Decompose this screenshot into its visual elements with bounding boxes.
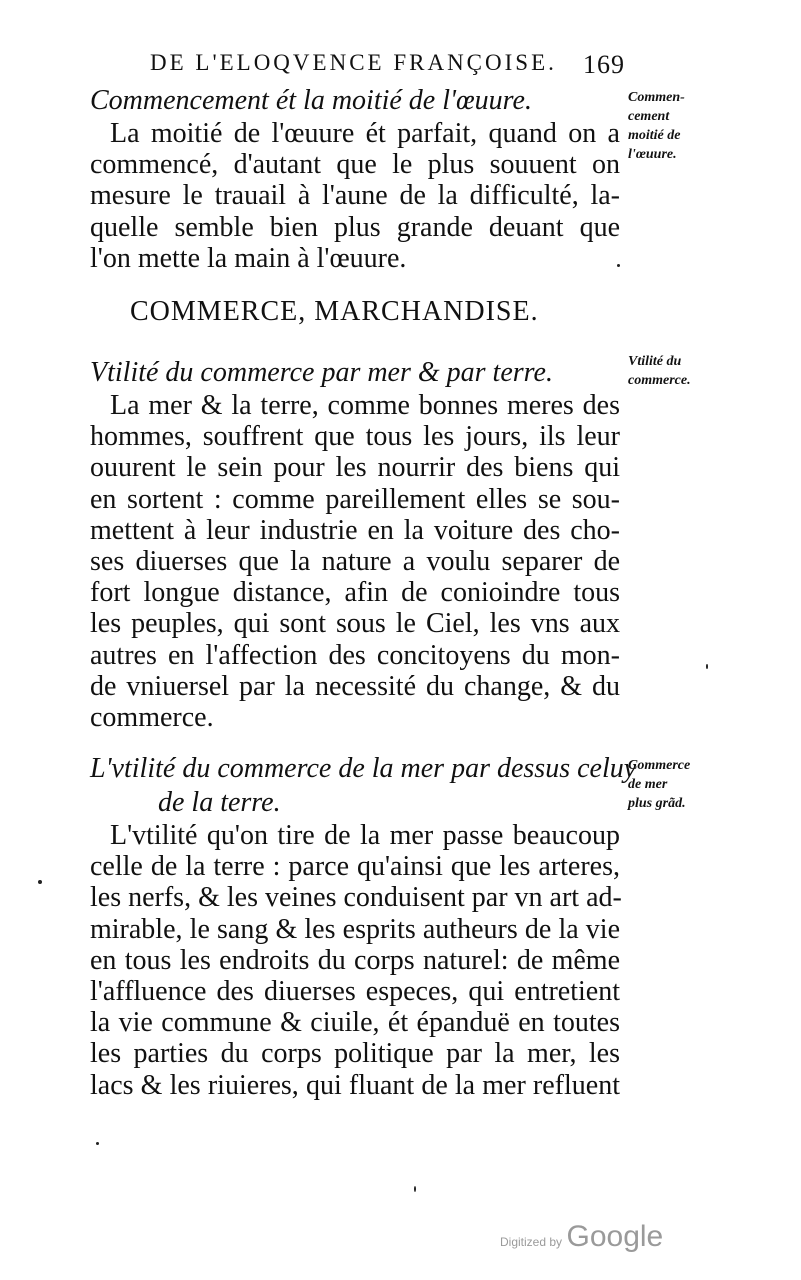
scan-speck: [96, 1142, 99, 1145]
margin-note-line: plus grãd.: [628, 796, 686, 811]
text-line: celle de la terre : parce qu'ainsi que les arteres,: [90, 851, 620, 883]
margin-note-line: commerce.: [628, 373, 691, 388]
text-line: en sortent : comme pareillement elles se sou-: [90, 483, 620, 515]
text-line: autres en l'affection des concitoyens du mon-: [90, 639, 620, 671]
text-line: la vie commune & ciuile, ét épanduë en toutes: [90, 1007, 620, 1039]
text-line: La mer & la terre, comme bonnes meres des: [110, 390, 620, 421]
scan-speck: [38, 880, 42, 884]
text-line: L'vtilité qu'on tire de la mer passe beaucoup: [110, 820, 620, 851]
section-commerce-mer: [90, 752, 637, 1101]
text-line: fort longue distance, afin de conioindre tous: [90, 577, 620, 609]
text-line: quelle semble bien plus grande deuant que: [90, 211, 620, 243]
page-number: 169: [583, 50, 625, 79]
paragraph: [90, 118, 620, 274]
margin-note-line: Commen-: [628, 90, 685, 105]
text-line: l'affluence des diuerses especes, qui entretient: [90, 976, 620, 1008]
scan-speck: [617, 264, 620, 267]
watermark-prefix: Digitized by: [500, 1235, 563, 1249]
text-line: mesure le trauail à l'aune de la difficulté, la-: [90, 180, 620, 212]
margin-note: [628, 756, 738, 813]
text-line: commencé, d'autant que le plus souuent on: [90, 149, 620, 181]
section-heading: Commencement ét la moitié de l'œuure.: [90, 85, 532, 116]
text-line: mirable, le sang & les esprits autheurs de la vie: [90, 913, 620, 945]
digitized-watermark: [500, 1220, 663, 1254]
margin-note-line: moitié de: [628, 128, 681, 143]
text-line: commerce.: [90, 702, 214, 734]
paragraph: [90, 820, 620, 1101]
section-heading: Vtilité du commerce par mer & par terre.: [90, 357, 553, 388]
section-heading-line: de la terre.: [158, 787, 281, 818]
google-logo: Google: [566, 1220, 664, 1253]
margin-note-line: Vtilité du: [628, 354, 682, 369]
text-line: de vniuersel par la necessité du change, & du: [90, 670, 620, 702]
text-line: en tous les endroits du corps naturel: de même: [90, 944, 620, 976]
scan-speck: [706, 664, 708, 669]
running-title: DE L'ELOQVENCE FRANÇOISE.: [150, 50, 557, 75]
text-line: mettent à leur industrie en la voiture des cho-: [90, 514, 620, 546]
margin-note-line: l'œuure.: [628, 147, 677, 162]
margin-note: [628, 352, 738, 390]
text-line: les nerfs, & les veines conduisent par vn art ad-: [90, 882, 622, 914]
text-line: l'on mette la main à l'œuure.: [90, 242, 407, 274]
margin-note-line: cement: [628, 109, 670, 124]
text-line: hommes, souffrent que tous les jours, ils leur: [90, 421, 620, 453]
text-line: ses diuerses que la nature a voulu separer de: [90, 546, 620, 578]
margin-note-line: de mer: [628, 777, 668, 792]
text-line: lacs & les riuieres, qui fluant de la mer refluent: [90, 1069, 620, 1101]
margin-note: [628, 88, 738, 164]
text-line: ouurent le sein pour les nourrir des biens qui: [90, 452, 620, 484]
text-line: les parties du corps politique par la mer, les: [90, 1038, 620, 1070]
running-header: [150, 50, 625, 79]
section-heading-line: L'vtilité du commerce de la mer par dessus celuy: [90, 753, 637, 784]
margin-note-line: Commerce: [628, 758, 691, 773]
section-commencement: [90, 84, 620, 274]
text-line: La moitié de l'œuure ét parfait, quand on a: [110, 118, 620, 149]
text-line: les peuples, qui sont sous le Ciel, les vns aux: [90, 608, 620, 640]
scan-speck: [414, 1186, 416, 1192]
section-utilite: [90, 356, 620, 733]
paragraph: [90, 390, 620, 733]
chapter-title: COMMERCE, MARCHANDISE.: [130, 296, 539, 327]
